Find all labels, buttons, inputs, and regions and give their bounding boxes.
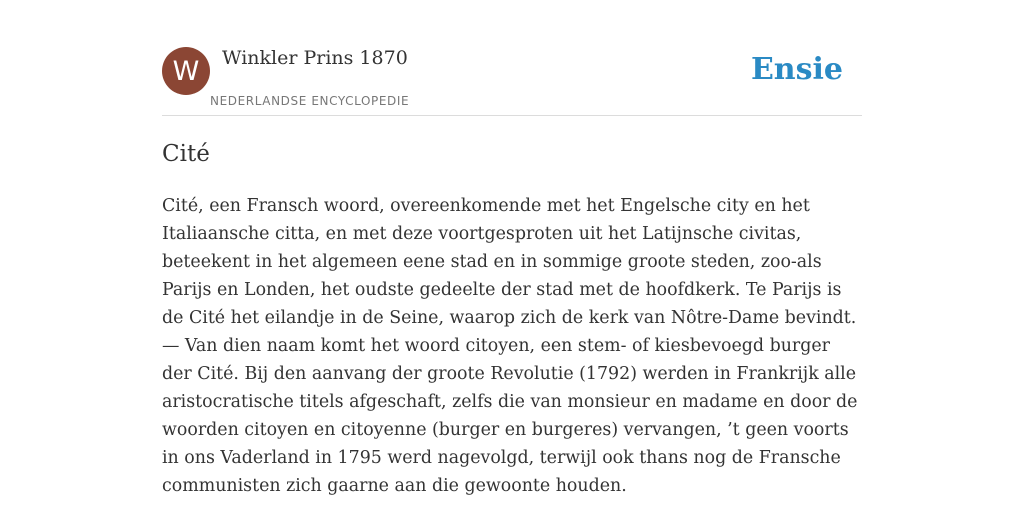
source-title[interactable]: Winkler Prins 1870 — [222, 47, 408, 69]
ensie-logo-link[interactable]: Ensie — [750, 52, 843, 87]
source-subtitle: NEDERLANDSE ENCYCLOPEDIE — [210, 94, 410, 108]
entry-title: Cité — [162, 141, 210, 167]
avatar-letter: W — [172, 55, 200, 87]
page — [162, 0, 862, 496]
source-avatar[interactable] — [162, 47, 210, 95]
header — [162, 0, 862, 116]
entry-body: Cité, een Fransch woord, overeenkomende met het Engelsche city en het Italiaansche citta, en met deze voortgesproten uit het Latijnsche civitas, beteekent in het algemeen eene stad en in sommige groote steden, zoo-als Parijs en Londen, het oudste gedeelte der stad met de hoofdkerk. Te Parijs is de Cité het eilandje in de Seine, waarop zich de kerk van Nôtre-Dame bevindt. — Van dien naam komt het woord citoyen, een stem- of kiesbevoegd burger der Cité. Bij den aanvang der groote Revolutie (1792) werden in Frankrijk alle aristocratische titels afgeschaft, zelfs die van monsieur en madame en door de woorden citoyen en citoyenne (burger en burgeres) vervangen, ’t geen voorts in ons Vaderland in 1795 werd nagevolgd, terwijl ook thans nog de Fransche communisten zich gaarne aan die gewoonte houden. — [162, 196, 858, 496]
